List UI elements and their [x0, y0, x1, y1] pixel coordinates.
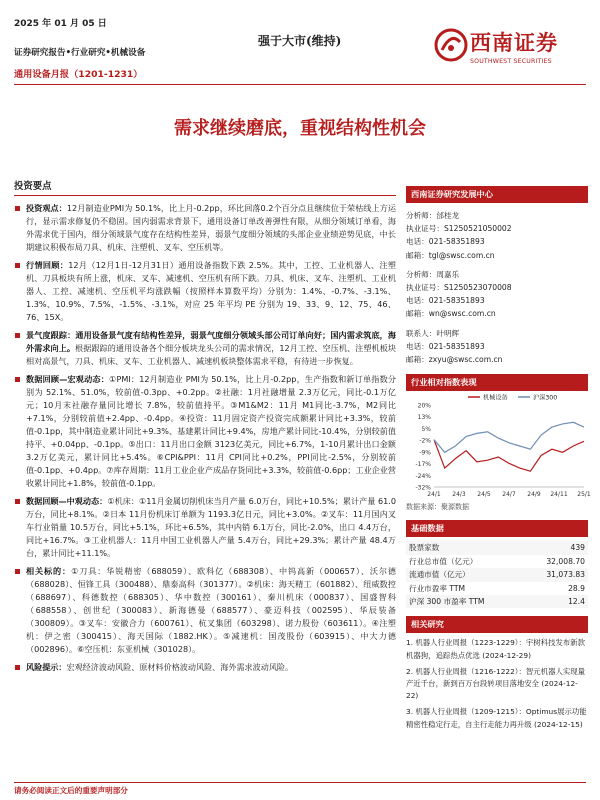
logo [434, 20, 584, 80]
bullet-meso [14, 495, 396, 560]
basics-label: 行业市盈率 TTM [409, 583, 466, 593]
legend-label: 机械设备 [483, 394, 508, 402]
analyst-line: 邮箱：wn@swsc.com.cn [406, 309, 496, 319]
bullet-key: 数据回顾—宏观动态： [26, 374, 109, 384]
logo-name: 西南证券 [470, 30, 558, 55]
y-tick-label: 13% [417, 414, 431, 422]
relative-index-chart [406, 391, 591, 501]
summary-heading: 投资要点 [14, 178, 396, 196]
x-tick-label: 24/9 [527, 491, 541, 499]
footer-divider [14, 782, 586, 783]
institute-heading: 西南证券研究发展中心 [406, 186, 588, 203]
header-divider [14, 84, 586, 85]
basics-label: 流通市值（亿元） [406, 568, 524, 581]
related-heading: 相关研究 [406, 616, 588, 633]
chart-source: 数据来源：聚源数据 [406, 503, 469, 512]
contact-line: 邮箱：zxyu@swsc.com.cn [406, 355, 503, 365]
x-tick-label: 25/1 [577, 491, 591, 499]
bullet-text: 12月（12月1日-12月31日）通用设备指数下跌 2.5%。其中，工控、工业机器人、注塑机、刀具板块有所上涨，机床、叉车、减速机、空压机有所下跌。刀具、机床、叉车、注塑机、工业机器人、工控、减速机、空压机平均涨跌幅（按照样本算数平均）分别为：1.4%、-0.7%、-3.1%、1.3%、10.9%、7.5%、-1.5%、-3.1%，对应 25 年平均 PE 分别为 19、33、9、12、75、46、76、15X。 [26, 260, 396, 322]
x-tick-label: 24/3 [452, 491, 466, 499]
table-row [406, 555, 588, 568]
contact-line: 电话：021-58351893 [406, 341, 485, 351]
analyst-line: 电话：021-58351893 [406, 296, 485, 306]
report-date: 2025 年 01 月 05 日 [14, 19, 107, 29]
bullet-text: 宏观经济波动风险、原材料价格波动风险、海外需求波动风险。 [66, 662, 294, 672]
bullet-risk [14, 661, 396, 674]
basics-heading: 基础数据 [406, 520, 588, 537]
bullet-key: 行情回顾： [26, 260, 69, 270]
rating: 强于大市(维持) [258, 34, 342, 48]
bullet-text: 根据跟踪的通用设备各个细分板块龙头公司的需求情况，12月工控、空压机、注塑机板块相对高景气，刀具、机床、叉车、工业机器人、减速机板块整体需求平稳，有待进一步恢复。 [26, 343, 396, 366]
bullet-text: ①刀具：华锐精密（688059）、欧科亿（688308）、中钨高新（000657）、沃尔德（688028）、恒锋工具（300488）、鼎泰高科（301377）。②机床：海天精工（601882）、纽威数控（688697）、科德数控（688305）、华中数控（300161）、秦川机床（000837）、国盛智科（688558）、创世纪（300083）、新海德曼（688577）、豪迈科技（002595）、华辰装备（300809）。③叉车：安徽合力（600761）、杭叉集团（603298）、诺力股份（603611）。④注塑机：伊之密（300415）、海天国际（1882.HK）。⑤减速机：国茂股份（603915）、中大力德（002896）。⑥空压机：东亚机械（301028）。 [26, 566, 396, 654]
analyst-line: 电话：021-58351893 [406, 237, 485, 247]
summary-section [14, 178, 396, 679]
legend-label: 沪深300 [533, 394, 558, 402]
basics-value: 28.9 [568, 583, 585, 593]
bullet-text: ①PMI：12月制造业 PMI为 50.1%，比上月-0.2pp，生产指数和新订单指数分别为 52.1%、51.0%，较前值-0.3pp、+0.2pp。②社融：1月社融增量 2.3万亿元，同比-0.1万亿元；10月末社融存量同比增长 7.8%，较前值持平。③M1&M2：11月 M1同比-3.7%，M2同比+7.1%，分别较前值+2.4pp、-0.4pp。④投资：11月固定资产投资完成额累计同比+3.3%，较前值-0.1pp，其中制造业累计同比+9.3%、基建累计同比+9.4%，房地产累计同比-10.4%，分别较前值持平、+0.04pp、-0.1pp。⑤出口：11月出口金额 3123亿美元，同比+6.7%，1-10月累计出口金额 3.2万亿美元，累计同比+5.4%。⑥CPI&PPI：11月 CPI同比+0.2%，PPI同比-2.5%，分别较前值-0.1pp、+0.4pp。⑦库存周期：11月工业企业产成品存货同比+3.3%，较前值-0.6pp；工业企业营收累计同比+1.8%，较前值-0.1pp。 [26, 374, 396, 488]
table-row [406, 568, 588, 581]
bullet-key: 投资观点： [26, 203, 67, 213]
chart-heading: 行业相对指数表现 [406, 374, 588, 391]
report-series: 通用设备月报（1201-1231） [14, 69, 143, 80]
analyst-line: 分析师：邰桂龙 [406, 211, 460, 220]
y-tick-label: -32% [415, 484, 431, 492]
logo-en: SOUTHWEST SECURITIES [470, 58, 552, 65]
table-row [406, 595, 588, 608]
basics-label: 股票家数 [406, 541, 524, 554]
basics-value: 31,073.83 [524, 568, 588, 581]
x-tick-label: 24/5 [477, 491, 491, 499]
y-tick-label: 5% [421, 426, 431, 434]
analyst-line: 邮箱：tgl@swsc.com.cn [406, 250, 495, 260]
x-tick-label: 24/7 [502, 491, 516, 499]
y-tick-label: -9% [419, 449, 431, 457]
basics-label: 行业总市值（亿元） [409, 556, 478, 566]
footer-disclaimer: 请务必阅读正文后的重要声明部分 [14, 786, 128, 795]
basics-value: 439 [524, 541, 588, 554]
sidebar [406, 186, 591, 731]
y-tick-label: -24% [415, 473, 431, 481]
related-report[interactable]: 1. 机器人行业周报（1223-1229）：宇树科技发布新款机器狗，追踪热点优选 (2024-12-29) [406, 638, 586, 660]
bullet-key: 相关标的： [26, 566, 72, 576]
basics-label: 沪深 300 市盈率 TTM [406, 595, 524, 608]
table-row [406, 541, 588, 554]
analyst-line: 执业证号：S1250521050002 [406, 224, 512, 234]
y-tick-label: -17% [415, 461, 431, 469]
bullet-macro [14, 373, 396, 490]
basics-value: 12.4 [524, 595, 588, 608]
series-line-1 [434, 423, 584, 453]
bullet-investment-view [14, 202, 396, 254]
basics-value: 32,008.70 [546, 556, 585, 566]
bullet-related-stocks [14, 565, 396, 656]
bullet-key: 数据回顾—中观动态： [26, 496, 108, 506]
bullet-sentiment [14, 329, 396, 368]
y-tick-label: 20% [417, 402, 431, 410]
chart-svg [406, 391, 591, 501]
report-type: 证券研究报告•行业研究•机械设备 [14, 48, 146, 58]
bullet-market-review [14, 259, 396, 324]
logo-icon [434, 28, 468, 62]
bullet-text: 12月制造业PMI为 50.1%，比上月-0.2pp，环比回落0.2个百分点且继续位于荣枯线上方运行，显示需求修复仍不稳固。国内弱需求背景下，通用设备订单改善弹性有限，从细分领域订单看，海外需求优于国内，细分领域景气度存在结构性差异，弱景气度细分领域的头部企业业绩逆势见底，中长期建议积极布局刀具、机床、注塑机、叉车、空压机等。 [26, 203, 396, 252]
y-tick-label: -2% [419, 437, 431, 445]
contact-line: 联系人：叶明辉 [406, 328, 460, 338]
x-tick-label: 24/11 [550, 491, 568, 499]
page-title: 需求继续磨底，重视结构性机会 [174, 118, 426, 139]
related-report[interactable]: 2. 机器人行业周报（1216-1222）：智元机器人实现量产近千台，新到百万台段转项目落地安全 (2024-12-22) [406, 666, 586, 701]
bullet-text: ①机床：①11月金属切削机床当月产量 6.0万台，同比+10.5%；累计产量 61.0万台，同比+8.1%。②日本 11月份机床订单额为 1193.3亿日元，同比+3.0%。②叉车：11月国内叉车行业销量 10.5万台，同比+5.1%，环比+6.5%，其中内销 6.1万台，同比-2.0%，出口 4.4万台，同比+16.7%。③工业机器人：11月中国工业机器人产量 5.4万台，同比+29.3%；累计产量 48.4万台，累计同比+11.1%。 [26, 496, 396, 558]
bullet-key: 景气度跟踪：通用设备景气度有结构性差异，弱景气度细分领域头部公司订单向好；国内需求筑底，海外需求向上。 [26, 330, 396, 353]
analyst-line: 分析师：周嘉乐 [406, 269, 460, 279]
related-report[interactable]: 3. 机器人行业周报（1209-1215）：Optimus展示功能精密性稳定行走，自主行走能力再升级 (2024-12-15) [406, 707, 587, 729]
basics-table [406, 541, 588, 608]
bullet-key: 风险提示： [26, 662, 67, 672]
table-row [406, 582, 588, 595]
x-tick-label: 24/1 [427, 491, 441, 499]
analyst-line: 执业证号：S1250523070008 [406, 283, 512, 293]
